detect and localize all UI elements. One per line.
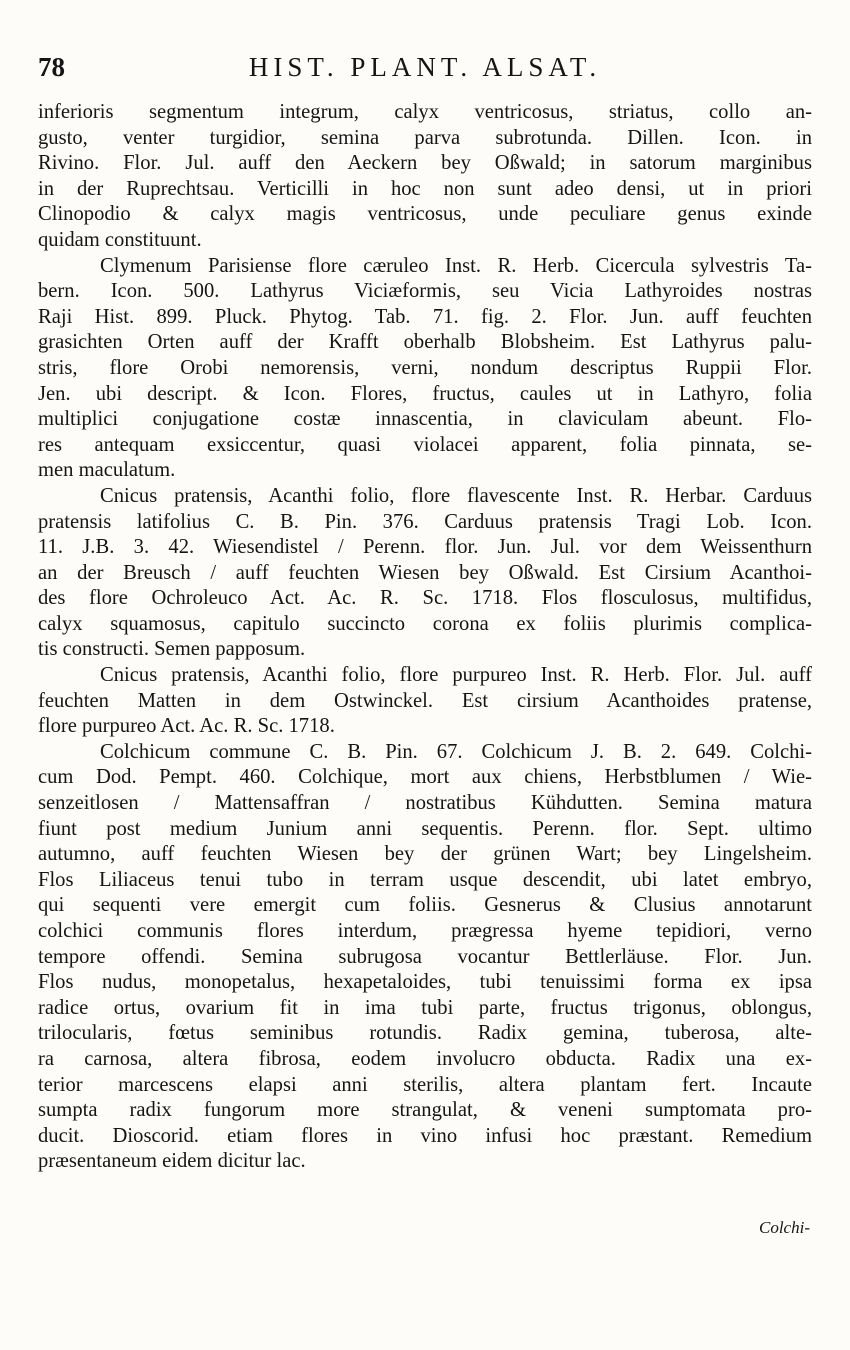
text-line: qui sequenti vere emergit cum foliis. Gesnerus & Clusius annotarunt [38,894,812,917]
text-line: inferioris segmentum integrum, calyx ventricosus, striatus, collo an- [38,101,812,123]
text-line: tempore offendi. Semina subrugosa vocantur Bettlerläuse. Flor. Jun. [38,945,812,968]
text-line: quidam constituunt. [38,228,202,251]
text-line: calyx squamosus, capitulo succincto corona ex foliis plurimis complica- [38,612,812,635]
body-text [38,100,812,1175]
text-line: Clymenum Parisiense flore cæruleo Inst. R. Herb. Cicercula sylvestris Ta- [100,254,812,277]
text-line: Jen. ubi descript. & Icon. Flores, fructus, caules ut in Lathyro, folia [38,382,812,405]
text-line: Flos nudus, monopetalus, hexapetaloides, tubi tenuissimi forma ex ipsa [38,971,812,994]
text-line: Cnicus pratensis, Acanthi folio, flore flavescente Inst. R. Herbar. Carduus [100,484,812,507]
text-line: Clinopodio & calyx magis ventricosus, unde peculiare genus exinde [38,203,812,226]
text-line: tis constructi. Semen papposum. [38,638,306,661]
text-line: præsentaneum eidem dicitur lac. [38,1150,306,1173]
text-line: Flos Liliaceus tenui tubo in terram usque descendit, ubi latet embryo, [38,868,812,891]
text-line: res antequam exsiccentur, quasi violacei apparent, folia pinnata, se- [38,433,812,456]
text-line: autumno, auff feuchten Wiesen bey der grünen Wart; bey Lingelsheim. [38,843,812,866]
text-line: des flore Ochroleuco Act. Ac. R. Sc. 1718. Flos flosculosus, multifidus, [38,587,812,610]
text-line: cum Dod. Pempt. 460. Colchique, mort aux chiens, Herbstblumen / Wie- [38,766,812,789]
text-line: feuchten Matten in dem Ostwinckel. Est cirsium Acanthoides pratense, [38,689,812,712]
text-line: radice ortus, ovarium fit in ima tubi parte, fructus trigonus, oblongus, [38,996,812,1019]
text-line: men maculatum. [38,459,176,482]
text-line: Colchicum commune C. B. Pin. 67. Colchicum J. B. 2. 649. Colchi- [100,740,812,763]
text-line: grasichten Orten auff der Krafft oberhalb Blobsheim. Est Lathyrus palu- [38,331,812,354]
page-header [38,52,812,92]
text-line: ducit. Dioscorid. etiam flores in vino infusi hoc præstant. Remedium [38,1124,812,1147]
text-line: flore purpureo Act. Ac. R. Sc. 1718. [38,715,335,738]
text-line: bern. Icon. 500. Lathyrus Viciæformis, seu Vicia Lathyroides nostras [38,280,812,303]
text-line: Cnicus pratensis, Acanthi folio, flore purpureo Inst. R. Herb. Flor. Jul. auff [100,664,812,687]
text-line: stris, flore Orobi nemorensis, verni, nondum descriptus Ruppii Flor. [38,356,812,379]
text-line: 11. J.B. 3. 42. Wiesendistel / Perenn. flor. Jun. Jul. vor dem Weissenthurn [38,536,812,559]
text-line: pratensis latifolius C. B. Pin. 376. Carduus pratensis Tragi Lob. Icon. [38,510,812,533]
text-line: senzeitlosen / Mattensaffran / nostratibus Kühdutten. Semina matura [38,792,812,815]
catchword: Colchi- [759,1218,810,1237]
text-line: terior marcescens elapsi anni sterilis, altera plantam fert. Incaute [38,1073,812,1096]
page-number: 78 [38,52,65,82]
text-line: Rivino. Flor. Jul. auff den Aeckern bey Oßwald; in satorum marginibus [38,152,812,175]
text-line: multiplici conjugatione costæ innascentia, in claviculam abeunt. Flo- [38,408,812,431]
running-title: HIST. PLANT. ALSAT. [248,52,602,82]
text-line: ra carnosa, altera fibrosa, eodem involucro obducta. Radix una ex- [38,1047,812,1070]
text-line: colchici communis flores interdum, prægressa hyeme tepidiori, verno [38,920,812,942]
text-line: in der Ruprechtsau. Verticilli in hoc non sunt adeo densi, ut in priori [38,177,812,200]
text-line: an der Breusch / auff feuchten Wiesen bey Oßwald. Est Cirsium Acanthoi- [38,561,812,584]
text-line: sumpta radix fungorum more strangulat, & veneni sumptomata pro- [38,1099,812,1122]
text-line: trilocularis, fœtus seminibus rotundis. Radix gemina, tuberosa, alte- [38,1022,812,1045]
text-line: Raji Hist. 899. Pluck. Phytog. Tab. 71. fig. 2. Flor. Jun. auff feuchten [38,305,812,328]
text-line: gusto, venter turgidior, semina parva subrotunda. Dillen. Icon. in [38,126,812,149]
text-line: fiunt post medium Junium anni sequentis. Perenn. flor. Sept. ultimo [38,817,812,840]
